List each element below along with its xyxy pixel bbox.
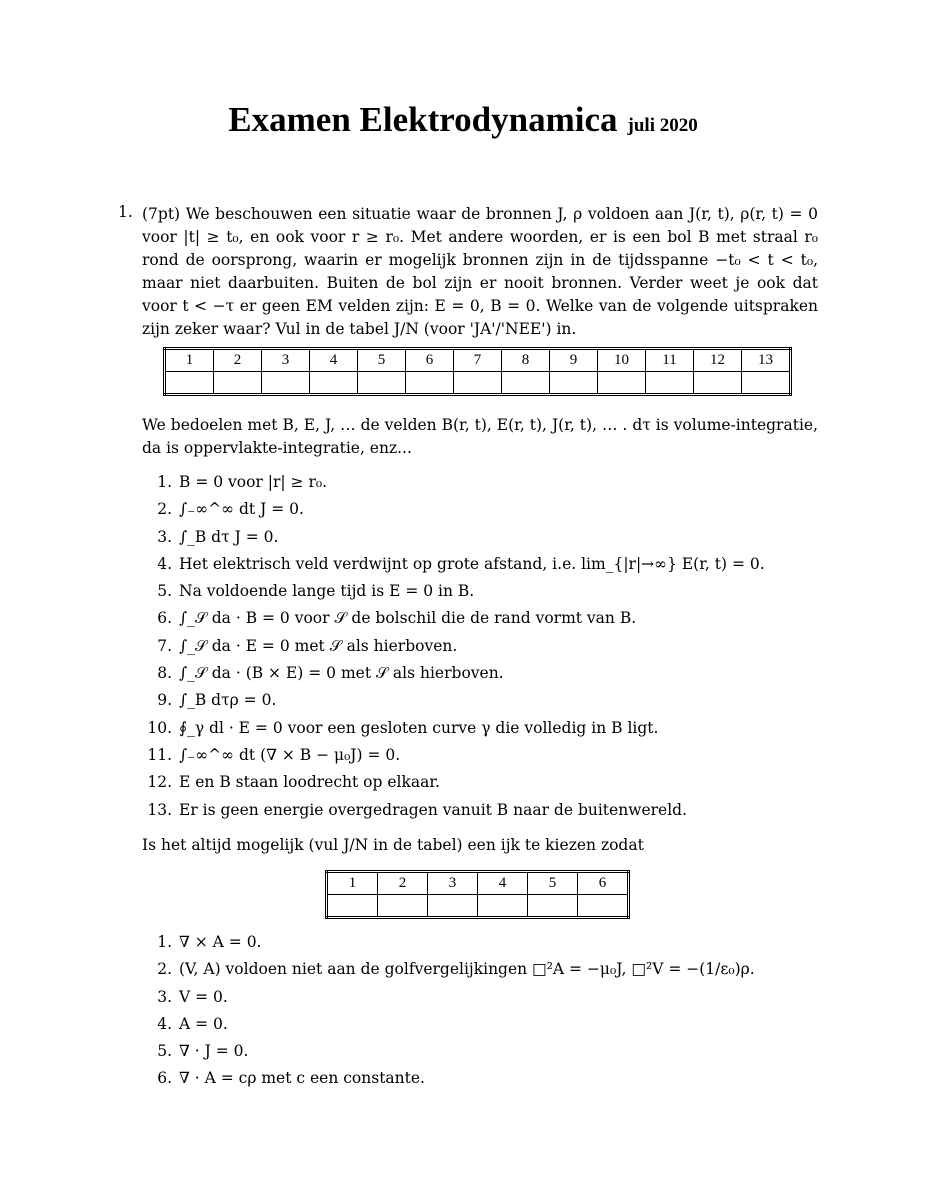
answer-cell[interactable]: [502, 372, 550, 395]
item-text: (V, A) voldoen niet aan de golfvergelijkingen □²A = −μ₀J, □²V = −(1/ε₀)ρ.: [179, 960, 755, 979]
list-item: [142, 770, 818, 797]
item-text: ∫_𝒮 da · (B × E) = 0 met 𝒮 als hierboven.: [179, 664, 504, 683]
item-number: 1.: [157, 933, 172, 951]
list-item: [142, 634, 818, 661]
answer-cell[interactable]: [646, 372, 694, 395]
table-header-cell: 4: [478, 872, 528, 895]
table-header-cell: 11: [646, 349, 694, 372]
item-text: V = 0.: [179, 987, 228, 1006]
answer-cell[interactable]: [406, 372, 454, 395]
item-text: ∫_B dτ J = 0.: [179, 527, 279, 546]
item-text: ∫_B dτρ = 0.: [179, 691, 277, 710]
table-header-cell: 3: [428, 872, 478, 895]
exam-title: [0, 100, 926, 140]
item-text: B = 0 voor |r| ≥ r₀.: [179, 473, 328, 491]
field-description: We bedoelen met B, E, J, … de velden B(r, t), E(r, t), J(r, t), … . dτ is volume-integratie, da is oppervlakte-integratie, enz...: [142, 416, 818, 457]
item-number: 4.: [157, 1014, 172, 1033]
item-number: 5.: [157, 582, 172, 601]
item-number: 6.: [157, 609, 172, 628]
answer-cell[interactable]: [428, 895, 478, 918]
list-item: [142, 525, 818, 552]
table-header-cell: 4: [310, 349, 358, 372]
table-header-cell: 8: [502, 349, 550, 372]
answer-cell[interactable]: [454, 372, 502, 395]
item-number: 6.: [157, 1069, 172, 1088]
table-header-cell: 10: [598, 349, 646, 372]
item-number: 8.: [157, 664, 172, 683]
list-item: [142, 957, 818, 984]
answer-cell[interactable]: [598, 372, 646, 395]
item-number: 12.: [147, 773, 172, 792]
list-item: [142, 1039, 818, 1066]
item-text: ∫_𝒮 da · E = 0 met 𝒮 als hierboven.: [179, 636, 458, 655]
answer-cell[interactable]: [378, 895, 428, 918]
item-number: 10.: [147, 718, 172, 737]
list-item: [142, 470, 818, 497]
table-header-cell: 6: [406, 349, 454, 372]
item-text: Het elektrisch veld verdwijnt op grote afstand, i.e. lim_{|r|→∞} E(r, t) = 0.: [179, 554, 765, 573]
list-item: [142, 579, 818, 606]
table-header-cell: 3: [262, 349, 310, 372]
item-text: A = 0.: [179, 1014, 228, 1033]
answer-cell[interactable]: [358, 372, 406, 395]
list-item: [142, 930, 818, 957]
list-item: [142, 606, 818, 633]
item-number: 5.: [157, 1042, 172, 1061]
answer-cell[interactable]: [694, 372, 742, 395]
answer-table-1-header: [165, 349, 791, 372]
list-item: [142, 1066, 818, 1093]
item-number: 11.: [147, 745, 172, 764]
answer-table-2-blank-row: [327, 895, 629, 918]
list-item: [142, 688, 818, 715]
list-item: [142, 1012, 818, 1039]
item-number: 4.: [157, 554, 172, 573]
item-text: ∇ × A = 0.: [179, 933, 262, 951]
list-item: [142, 985, 818, 1012]
answer-cell[interactable]: [528, 895, 578, 918]
list-item: [142, 497, 818, 524]
item-number: 2.: [157, 960, 172, 979]
item-text: ∇ · J = 0.: [179, 1042, 249, 1061]
list-item: [142, 552, 818, 579]
item-text: E en B staan loodrecht op elkaar.: [179, 773, 440, 792]
table-header-cell: 2: [378, 872, 428, 895]
table-header-cell: 2: [214, 349, 262, 372]
answer-cell[interactable]: [214, 372, 262, 395]
table-header-cell: 1: [165, 349, 214, 372]
item-text: ∫₋∞^∞ dt (∇ × B − μ₀J) = 0.: [179, 745, 401, 764]
item-text: ∇ · A = cρ met c een constante.: [179, 1069, 425, 1088]
answer-table-1: [163, 347, 792, 396]
page-subtitle: juli 2020: [627, 115, 698, 136]
question-1: [118, 203, 818, 341]
answer-cell[interactable]: [165, 372, 214, 395]
table-header-cell: 12: [694, 349, 742, 372]
item-text: ∫_𝒮 da · B = 0 voor 𝒮 de bolschil die de rand vormt van B.: [179, 609, 637, 628]
item-number: 7.: [157, 636, 172, 655]
answer-table-1-blank-row: [165, 372, 791, 395]
answer-cell[interactable]: [327, 895, 378, 918]
item-text: ∫₋∞^∞ dt J = 0.: [179, 500, 304, 519]
table-header-cell: 6: [578, 872, 629, 895]
list-item: [142, 798, 818, 825]
gauge-question-prompt: Is het altijd mogelijk (vul J/N in de tabel) een ijk te kiezen zodat: [142, 836, 644, 854]
statement-list-2: [142, 930, 818, 1094]
item-text: ∮_γ dl · E = 0 voor een gesloten curve γ die volledig in B ligt.: [179, 718, 659, 737]
answer-table-2-header: [327, 872, 629, 895]
table-header-cell: 13: [742, 349, 791, 372]
item-text: Er is geen energie overgedragen vanuit B naar de buitenwereld.: [179, 800, 688, 819]
item-number: 1.: [157, 473, 172, 491]
answer-cell[interactable]: [262, 372, 310, 395]
list-item: [142, 716, 818, 743]
table-header-cell: 5: [358, 349, 406, 372]
answer-cell[interactable]: [742, 372, 791, 395]
item-number: 2.: [157, 500, 172, 519]
answer-cell[interactable]: [550, 372, 598, 395]
answer-cell[interactable]: [578, 895, 629, 918]
item-number: 13.: [147, 800, 172, 819]
answer-cell[interactable]: [478, 895, 528, 918]
table-header-cell: 9: [550, 349, 598, 372]
list-item: [142, 661, 818, 688]
item-number: 9.: [157, 691, 172, 710]
item-number: 3.: [157, 987, 172, 1006]
item-text: Na voldoende lange tijd is E = 0 in B.: [179, 582, 475, 601]
question-text: (7pt) We beschouwen een situatie waar de bronnen J, ρ voldoen aan J(r, t), ρ(r, t) = 0 voor |t| ≥ t₀, en ook voor r ≥ r₀. Met andere woorden, er is een bol B met straal r₀ rond de oorsprong, waarin er mogelijk bronnen zijn in de tijdsspanne −t₀ < t < t₀, maar niet daarbuiten. Buiten de bol zijn er nooit bronnen. Verder weet je ook dat voor t < −τ er geen EM velden zijn: E = 0, B = 0. Welke van de volgende uitspraken zijn zeker waar? Vul in de tabel J/N (voor 'JA'/'NEE') in.: [142, 205, 818, 338]
page-title: Examen Elektrodynamica: [228, 100, 618, 139]
statement-list-1: [142, 470, 818, 825]
table-header-cell: 7: [454, 349, 502, 372]
table-header-cell: 5: [528, 872, 578, 895]
table-header-cell: 1: [327, 872, 378, 895]
answer-cell[interactable]: [310, 372, 358, 395]
answer-table-2: [325, 870, 630, 919]
item-number: 3.: [157, 527, 172, 546]
question-number: 1.: [118, 203, 133, 221]
list-item: [142, 743, 818, 770]
